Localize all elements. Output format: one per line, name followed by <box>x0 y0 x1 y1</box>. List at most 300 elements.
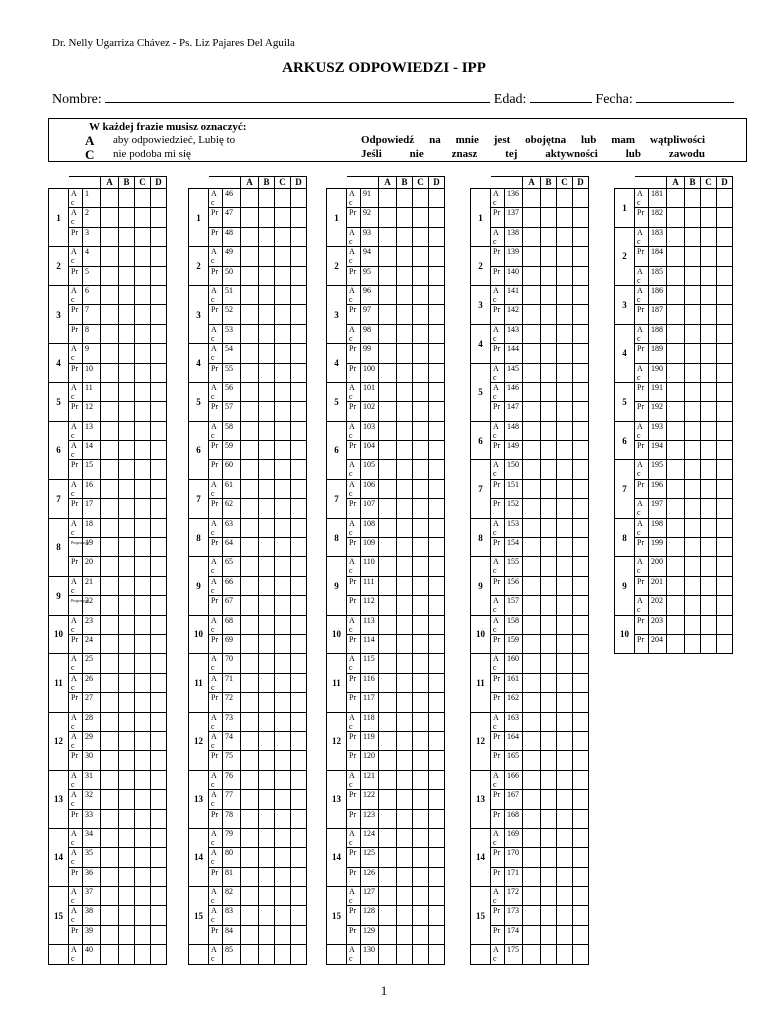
answer-cell-d[interactable] <box>717 324 733 343</box>
answer-cell-a[interactable] <box>101 809 119 828</box>
answer-cell-d[interactable] <box>429 751 445 770</box>
answer-cell-c[interactable] <box>557 208 573 227</box>
answer-cell-a[interactable] <box>101 247 119 266</box>
answer-cell-d[interactable] <box>573 479 589 498</box>
answer-cell-d[interactable] <box>291 925 307 944</box>
answer-cell-b[interactable] <box>541 828 557 847</box>
answer-cell-c[interactable] <box>275 751 291 770</box>
answer-cell-d[interactable] <box>291 906 307 925</box>
answer-cell-a[interactable] <box>379 925 397 944</box>
answer-cell-c[interactable] <box>275 925 291 944</box>
answer-cell-a[interactable] <box>523 189 541 208</box>
answer-cell-b[interactable] <box>259 654 275 673</box>
answer-cell-b[interactable] <box>119 615 135 634</box>
answer-cell-d[interactable] <box>151 693 167 712</box>
answer-cell-a[interactable] <box>667 479 685 498</box>
answer-cell-d[interactable] <box>291 596 307 615</box>
answer-cell-c[interactable] <box>557 887 573 906</box>
answer-cell-c[interactable] <box>413 557 429 576</box>
answer-cell-a[interactable] <box>101 596 119 615</box>
answer-cell-d[interactable] <box>429 887 445 906</box>
answer-cell-d[interactable] <box>717 402 733 421</box>
answer-cell-c[interactable] <box>135 363 151 382</box>
answer-cell-d[interactable] <box>151 906 167 925</box>
answer-cell-b[interactable] <box>119 712 135 731</box>
answer-cell-a[interactable] <box>523 499 541 518</box>
answer-cell-a[interactable] <box>241 887 259 906</box>
answer-cell-a[interactable] <box>101 731 119 750</box>
answer-cell-c[interactable] <box>275 867 291 886</box>
answer-cell-b[interactable] <box>397 654 413 673</box>
answer-cell-b[interactable] <box>259 925 275 944</box>
answer-cell-a[interactable] <box>523 305 541 324</box>
answer-cell-a[interactable] <box>101 266 119 285</box>
answer-cell-a[interactable] <box>241 382 259 401</box>
answer-cell-d[interactable] <box>151 945 167 964</box>
answer-cell-a[interactable] <box>101 324 119 343</box>
answer-cell-d[interactable] <box>291 247 307 266</box>
answer-cell-a[interactable] <box>523 538 541 557</box>
answer-cell-a[interactable] <box>379 770 397 789</box>
answer-cell-d[interactable] <box>151 828 167 847</box>
answer-cell-a[interactable] <box>667 421 685 440</box>
answer-cell-c[interactable] <box>413 634 429 653</box>
answer-cell-b[interactable] <box>397 731 413 750</box>
answer-cell-c[interactable] <box>701 557 717 576</box>
answer-cell-d[interactable] <box>573 344 589 363</box>
answer-cell-a[interactable] <box>101 518 119 537</box>
answer-cell-b[interactable] <box>119 751 135 770</box>
answer-cell-c[interactable] <box>135 402 151 421</box>
answer-cell-d[interactable] <box>717 441 733 460</box>
answer-cell-d[interactable] <box>573 266 589 285</box>
answer-cell-c[interactable] <box>413 402 429 421</box>
answer-cell-d[interactable] <box>151 770 167 789</box>
answer-cell-c[interactable] <box>135 867 151 886</box>
answer-cell-b[interactable] <box>541 208 557 227</box>
answer-cell-b[interactable] <box>541 382 557 401</box>
answer-cell-c[interactable] <box>701 382 717 401</box>
answer-cell-b[interactable] <box>119 285 135 304</box>
answer-cell-d[interactable] <box>291 189 307 208</box>
answer-cell-a[interactable] <box>101 576 119 595</box>
answer-cell-a[interactable] <box>379 654 397 673</box>
answer-cell-a[interactable] <box>101 887 119 906</box>
answer-cell-c[interactable] <box>557 751 573 770</box>
answer-cell-c[interactable] <box>701 324 717 343</box>
answer-cell-a[interactable] <box>379 460 397 479</box>
answer-cell-a[interactable] <box>379 634 397 653</box>
answer-cell-b[interactable] <box>397 305 413 324</box>
answer-cell-a[interactable] <box>379 828 397 847</box>
answer-cell-b[interactable] <box>541 693 557 712</box>
answer-cell-b[interactable] <box>397 247 413 266</box>
answer-cell-d[interactable] <box>429 382 445 401</box>
answer-cell-a[interactable] <box>241 441 259 460</box>
answer-cell-c[interactable] <box>413 887 429 906</box>
answer-cell-c[interactable] <box>413 247 429 266</box>
answer-cell-a[interactable] <box>379 344 397 363</box>
answer-cell-d[interactable] <box>573 654 589 673</box>
answer-cell-b[interactable] <box>119 576 135 595</box>
answer-cell-a[interactable] <box>667 285 685 304</box>
answer-cell-c[interactable] <box>557 441 573 460</box>
answer-cell-c[interactable] <box>413 654 429 673</box>
answer-cell-c[interactable] <box>275 285 291 304</box>
answer-cell-a[interactable] <box>241 615 259 634</box>
answer-cell-b[interactable] <box>541 596 557 615</box>
answer-cell-d[interactable] <box>151 848 167 867</box>
answer-cell-a[interactable] <box>241 848 259 867</box>
answer-cell-c[interactable] <box>135 557 151 576</box>
answer-cell-d[interactable] <box>429 809 445 828</box>
answer-cell-b[interactable] <box>259 363 275 382</box>
answer-cell-d[interactable] <box>291 479 307 498</box>
answer-cell-b[interactable] <box>541 731 557 750</box>
answer-cell-b[interactable] <box>259 596 275 615</box>
answer-cell-d[interactable] <box>291 731 307 750</box>
answer-cell-c[interactable] <box>413 518 429 537</box>
answer-cell-c[interactable] <box>135 945 151 964</box>
answer-cell-c[interactable] <box>275 945 291 964</box>
answer-cell-b[interactable] <box>259 227 275 246</box>
answer-cell-a[interactable] <box>101 208 119 227</box>
answer-cell-d[interactable] <box>151 576 167 595</box>
answer-cell-c[interactable] <box>413 305 429 324</box>
answer-cell-d[interactable] <box>291 828 307 847</box>
answer-cell-b[interactable] <box>259 887 275 906</box>
answer-cell-b[interactable] <box>397 809 413 828</box>
answer-cell-c[interactable] <box>135 285 151 304</box>
answer-cell-c[interactable] <box>557 460 573 479</box>
answer-cell-c[interactable] <box>135 460 151 479</box>
answer-cell-d[interactable] <box>717 363 733 382</box>
answer-cell-a[interactable] <box>667 324 685 343</box>
answer-cell-a[interactable] <box>379 848 397 867</box>
answer-cell-a[interactable] <box>523 751 541 770</box>
answer-cell-c[interactable] <box>135 770 151 789</box>
answer-cell-b[interactable] <box>397 344 413 363</box>
answer-cell-c[interactable] <box>413 848 429 867</box>
answer-cell-b[interactable] <box>397 421 413 440</box>
answer-cell-d[interactable] <box>717 247 733 266</box>
answer-cell-b[interactable] <box>259 712 275 731</box>
answer-cell-b[interactable] <box>119 770 135 789</box>
answer-cell-a[interactable] <box>101 770 119 789</box>
answer-cell-c[interactable] <box>557 731 573 750</box>
answer-cell-c[interactable] <box>701 266 717 285</box>
answer-cell-d[interactable] <box>151 247 167 266</box>
answer-cell-b[interactable] <box>541 305 557 324</box>
answer-cell-c[interactable] <box>701 479 717 498</box>
answer-cell-b[interactable] <box>397 945 413 964</box>
answer-cell-d[interactable] <box>429 673 445 692</box>
answer-cell-d[interactable] <box>573 518 589 537</box>
answer-cell-b[interactable] <box>119 421 135 440</box>
answer-cell-c[interactable] <box>275 363 291 382</box>
answer-cell-c[interactable] <box>135 305 151 324</box>
answer-cell-a[interactable] <box>379 596 397 615</box>
answer-cell-a[interactable] <box>101 693 119 712</box>
answer-cell-d[interactable] <box>151 479 167 498</box>
answer-cell-b[interactable] <box>541 945 557 964</box>
answer-cell-a[interactable] <box>379 538 397 557</box>
answer-cell-a[interactable] <box>241 770 259 789</box>
answer-cell-b[interactable] <box>259 945 275 964</box>
answer-cell-a[interactable] <box>241 712 259 731</box>
answer-cell-d[interactable] <box>429 615 445 634</box>
answer-cell-c[interactable] <box>557 382 573 401</box>
answer-cell-c[interactable] <box>701 305 717 324</box>
answer-cell-a[interactable] <box>101 227 119 246</box>
answer-cell-d[interactable] <box>151 557 167 576</box>
answer-cell-c[interactable] <box>275 887 291 906</box>
answer-cell-b[interactable] <box>685 615 701 634</box>
answer-cell-b[interactable] <box>685 557 701 576</box>
answer-cell-a[interactable] <box>101 421 119 440</box>
answer-cell-a[interactable] <box>523 247 541 266</box>
answer-cell-a[interactable] <box>241 634 259 653</box>
answer-cell-c[interactable] <box>275 848 291 867</box>
answer-cell-d[interactable] <box>429 208 445 227</box>
answer-cell-b[interactable] <box>119 693 135 712</box>
answer-cell-a[interactable] <box>379 906 397 925</box>
answer-cell-b[interactable] <box>119 208 135 227</box>
answer-cell-d[interactable] <box>151 421 167 440</box>
answer-cell-a[interactable] <box>667 382 685 401</box>
answer-cell-d[interactable] <box>291 421 307 440</box>
answer-cell-a[interactable] <box>379 751 397 770</box>
answer-cell-b[interactable] <box>541 421 557 440</box>
answer-cell-c[interactable] <box>557 344 573 363</box>
answer-cell-b[interactable] <box>397 227 413 246</box>
answer-cell-a[interactable] <box>523 557 541 576</box>
answer-cell-c[interactable] <box>413 673 429 692</box>
answer-cell-d[interactable] <box>429 421 445 440</box>
answer-cell-b[interactable] <box>541 654 557 673</box>
answer-cell-a[interactable] <box>523 809 541 828</box>
answer-cell-c[interactable] <box>413 227 429 246</box>
answer-cell-b[interactable] <box>397 596 413 615</box>
answer-cell-b[interactable] <box>541 285 557 304</box>
answer-cell-c[interactable] <box>557 266 573 285</box>
answer-cell-d[interactable] <box>573 538 589 557</box>
answer-cell-a[interactable] <box>523 208 541 227</box>
answer-cell-a[interactable] <box>523 945 541 964</box>
answer-cell-c[interactable] <box>557 479 573 498</box>
answer-cell-b[interactable] <box>119 266 135 285</box>
answer-cell-c[interactable] <box>275 382 291 401</box>
answer-cell-b[interactable] <box>541 538 557 557</box>
answer-cell-b[interactable] <box>259 266 275 285</box>
answer-cell-b[interactable] <box>541 363 557 382</box>
answer-cell-a[interactable] <box>667 518 685 537</box>
answer-cell-b[interactable] <box>541 518 557 537</box>
answer-cell-c[interactable] <box>413 363 429 382</box>
answer-cell-c[interactable] <box>135 499 151 518</box>
answer-cell-c[interactable] <box>275 518 291 537</box>
answer-cell-c[interactable] <box>413 266 429 285</box>
answer-cell-d[interactable] <box>573 460 589 479</box>
answer-cell-a[interactable] <box>523 344 541 363</box>
answer-cell-d[interactable] <box>429 790 445 809</box>
answer-cell-a[interactable] <box>241 538 259 557</box>
answer-cell-b[interactable] <box>541 615 557 634</box>
answer-cell-c[interactable] <box>135 751 151 770</box>
answer-cell-d[interactable] <box>291 460 307 479</box>
answer-cell-a[interactable] <box>101 712 119 731</box>
answer-cell-b[interactable] <box>119 731 135 750</box>
answer-cell-b[interactable] <box>397 402 413 421</box>
answer-cell-a[interactable] <box>523 790 541 809</box>
answer-cell-d[interactable] <box>151 712 167 731</box>
answer-cell-a[interactable] <box>379 208 397 227</box>
answer-cell-b[interactable] <box>541 247 557 266</box>
answer-cell-c[interactable] <box>557 247 573 266</box>
answer-cell-a[interactable] <box>379 189 397 208</box>
answer-cell-a[interactable] <box>101 305 119 324</box>
answer-cell-a[interactable] <box>241 790 259 809</box>
answer-cell-c[interactable] <box>413 809 429 828</box>
answer-cell-a[interactable] <box>101 634 119 653</box>
answer-cell-d[interactable] <box>429 227 445 246</box>
answer-cell-d[interactable] <box>573 499 589 518</box>
answer-cell-c[interactable] <box>557 421 573 440</box>
answer-cell-a[interactable] <box>523 227 541 246</box>
answer-cell-c[interactable] <box>135 906 151 925</box>
answer-cell-a[interactable] <box>667 402 685 421</box>
answer-cell-c[interactable] <box>275 731 291 750</box>
answer-cell-b[interactable] <box>397 557 413 576</box>
answer-cell-c[interactable] <box>701 285 717 304</box>
answer-cell-c[interactable] <box>557 518 573 537</box>
answer-cell-b[interactable] <box>119 867 135 886</box>
answer-cell-a[interactable] <box>241 867 259 886</box>
answer-cell-c[interactable] <box>135 596 151 615</box>
edad-field[interactable] <box>530 90 592 103</box>
answer-cell-c[interactable] <box>557 828 573 847</box>
answer-cell-d[interactable] <box>291 887 307 906</box>
answer-cell-a[interactable] <box>241 208 259 227</box>
answer-cell-b[interactable] <box>685 499 701 518</box>
answer-cell-d[interactable] <box>429 925 445 944</box>
answer-cell-b[interactable] <box>259 324 275 343</box>
answer-cell-b[interactable] <box>685 460 701 479</box>
answer-cell-a[interactable] <box>101 344 119 363</box>
answer-cell-b[interactable] <box>259 615 275 634</box>
answer-cell-a[interactable] <box>241 324 259 343</box>
answer-cell-a[interactable] <box>379 615 397 634</box>
answer-cell-b[interactable] <box>541 809 557 828</box>
answer-cell-a[interactable] <box>101 906 119 925</box>
answer-cell-d[interactable] <box>151 673 167 692</box>
answer-cell-d[interactable] <box>429 848 445 867</box>
answer-cell-c[interactable] <box>557 538 573 557</box>
answer-cell-b[interactable] <box>685 189 701 208</box>
answer-cell-b[interactable] <box>397 382 413 401</box>
answer-cell-d[interactable] <box>291 557 307 576</box>
answer-cell-c[interactable] <box>135 208 151 227</box>
answer-cell-a[interactable] <box>101 790 119 809</box>
answer-cell-c[interactable] <box>275 654 291 673</box>
answer-cell-c[interactable] <box>413 906 429 925</box>
answer-cell-a[interactable] <box>379 809 397 828</box>
answer-cell-b[interactable] <box>119 925 135 944</box>
answer-cell-a[interactable] <box>523 731 541 750</box>
answer-cell-c[interactable] <box>275 693 291 712</box>
answer-cell-c[interactable] <box>413 208 429 227</box>
answer-cell-c[interactable] <box>135 189 151 208</box>
answer-cell-a[interactable] <box>523 421 541 440</box>
answer-cell-c[interactable] <box>701 247 717 266</box>
answer-cell-c[interactable] <box>413 828 429 847</box>
answer-cell-c[interactable] <box>413 324 429 343</box>
answer-cell-a[interactable] <box>523 770 541 789</box>
answer-cell-c[interactable] <box>275 208 291 227</box>
answer-cell-b[interactable] <box>259 693 275 712</box>
answer-cell-c[interactable] <box>275 344 291 363</box>
answer-cell-b[interactable] <box>259 867 275 886</box>
answer-cell-c[interactable] <box>557 809 573 828</box>
answer-cell-a[interactable] <box>241 189 259 208</box>
answer-cell-c[interactable] <box>557 673 573 692</box>
answer-cell-c[interactable] <box>413 925 429 944</box>
answer-cell-a[interactable] <box>379 441 397 460</box>
answer-cell-d[interactable] <box>429 499 445 518</box>
answer-cell-b[interactable] <box>541 344 557 363</box>
answer-cell-c[interactable] <box>135 790 151 809</box>
answer-cell-c[interactable] <box>701 596 717 615</box>
answer-cell-b[interactable] <box>119 344 135 363</box>
answer-cell-c[interactable] <box>413 421 429 440</box>
answer-cell-a[interactable] <box>241 499 259 518</box>
answer-cell-c[interactable] <box>557 848 573 867</box>
answer-cell-d[interactable] <box>429 945 445 964</box>
answer-cell-c[interactable] <box>701 576 717 595</box>
answer-cell-b[interactable] <box>397 673 413 692</box>
answer-cell-d[interactable] <box>291 634 307 653</box>
answer-cell-c[interactable] <box>275 479 291 498</box>
answer-cell-b[interactable] <box>397 828 413 847</box>
answer-cell-b[interactable] <box>685 363 701 382</box>
answer-cell-c[interactable] <box>413 751 429 770</box>
answer-cell-a[interactable] <box>667 441 685 460</box>
answer-cell-b[interactable] <box>541 576 557 595</box>
answer-cell-d[interactable] <box>291 499 307 518</box>
answer-cell-a[interactable] <box>523 402 541 421</box>
answer-cell-b[interactable] <box>541 189 557 208</box>
answer-cell-a[interactable] <box>241 925 259 944</box>
answer-cell-b[interactable] <box>685 538 701 557</box>
answer-cell-b[interactable] <box>541 751 557 770</box>
answer-cell-b[interactable] <box>259 576 275 595</box>
answer-cell-a[interactable] <box>241 227 259 246</box>
answer-cell-d[interactable] <box>429 266 445 285</box>
answer-cell-a[interactable] <box>379 285 397 304</box>
answer-cell-c[interactable] <box>135 848 151 867</box>
answer-cell-d[interactable] <box>151 266 167 285</box>
answer-cell-b[interactable] <box>397 363 413 382</box>
answer-cell-a[interactable] <box>667 576 685 595</box>
answer-cell-b[interactable] <box>397 712 413 731</box>
answer-cell-d[interactable] <box>429 305 445 324</box>
answer-cell-b[interactable] <box>259 673 275 692</box>
answer-cell-d[interactable] <box>291 751 307 770</box>
answer-cell-b[interactable] <box>397 770 413 789</box>
answer-cell-d[interactable] <box>717 189 733 208</box>
answer-cell-d[interactable] <box>429 906 445 925</box>
answer-cell-a[interactable] <box>379 479 397 498</box>
